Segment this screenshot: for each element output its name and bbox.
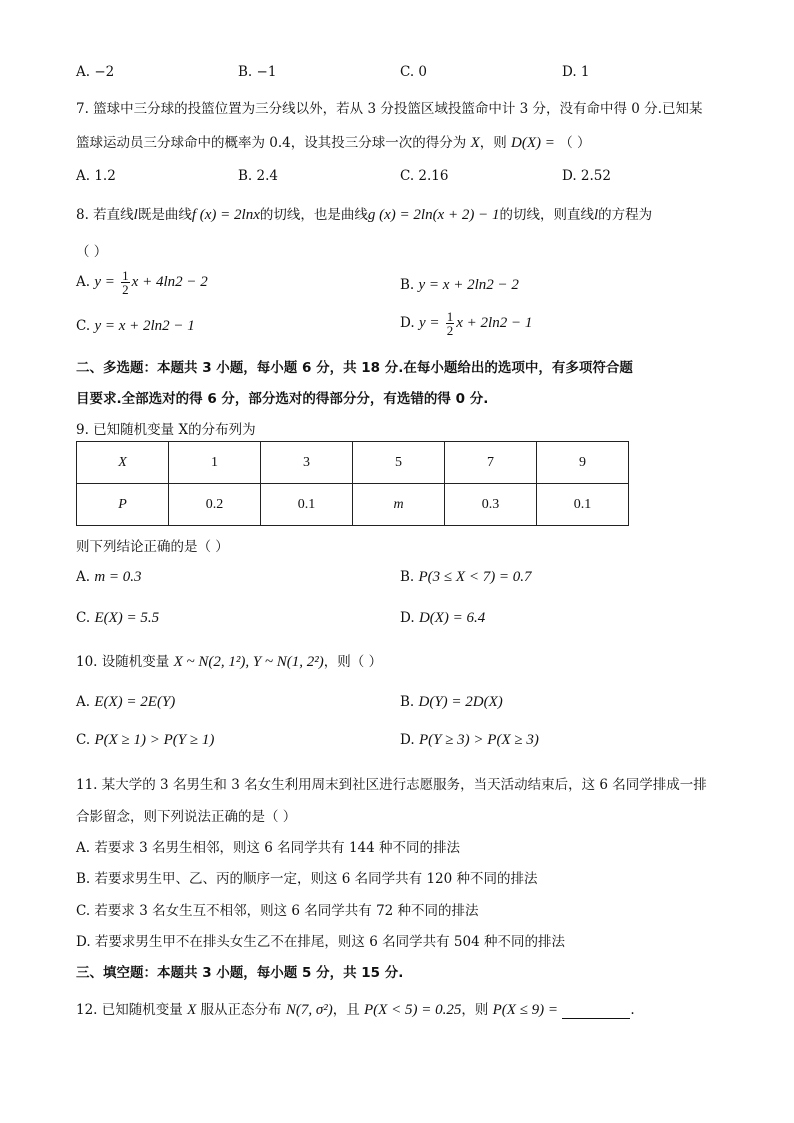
q11-option-a: A. 若要求 3 名男生相邻，则这 6 名同学共有 144 种不同的排法 (76, 840, 461, 856)
q8-option-c-expr: y = x + 2ln2 − 1 (94, 318, 195, 334)
q7-text: 篮球运动员三分球命中的概率为 0.4，设其投三分球一次的得分为 (76, 135, 467, 151)
q8-option-b-expr: y = x + 2ln2 − 2 (418, 277, 519, 293)
q9-option-a-expr: m = 0.3 (94, 569, 142, 585)
q8-option-d-label: D. (400, 315, 415, 331)
table-cell: 0.2 (169, 484, 261, 526)
q10-option-d-expr: P(Y ≥ 3) > P(X ≥ 3) (418, 732, 539, 748)
q7-stem-line1: 7. 篮球中三分球的投篮位置为三分线以外，若从 3 分投篮区域投篮命中计 3 分，没有命中得 0 分.已知某 (76, 101, 703, 117)
q10-option-d-label: D. (400, 732, 415, 748)
q8-option-a-rest: x + 4ln2 − 2 (131, 274, 208, 290)
q8-f-x: x (253, 207, 260, 223)
table-row (77, 442, 629, 484)
q8-text: 8. 若直线 (76, 207, 134, 223)
section2-heading-line1: 二、多选题：本题共 3 小题，每小题 6 分，共 18 分.在每小题给出的选项中，有多项符合题 (76, 360, 633, 376)
answer-blank[interactable] (562, 1004, 630, 1019)
q8-text: 的切线，也是曲线 (259, 207, 368, 223)
q8-f-expr: f (x) = 2ln (191, 207, 254, 223)
q12-stem (76, 998, 635, 1019)
table-cell: 0.1 (261, 484, 353, 526)
q8-option-d-y: y = (418, 315, 440, 331)
q11-stem-line1: 11. 某大学的 3 名男生和 3 名女生利用周末到社区进行志愿服务，当天活动结束后，这 6 名同学排成一排 (76, 777, 707, 793)
q10-stem (76, 650, 382, 671)
q11-option-c: C. 若要求 3 名女生互不相邻，则这 6 名同学共有 72 种不同的排法 (76, 903, 479, 919)
q12-text: 12. 已知随机变量 (76, 1002, 183, 1018)
q8-option-d (400, 310, 532, 337)
q7-option-d: D. 2.52 (562, 168, 611, 184)
q8-stem-line1 (76, 203, 652, 224)
q10-text: ，则（ ） (323, 654, 383, 670)
table-cell: 0.1 (537, 484, 629, 526)
q10-option-c (76, 732, 214, 749)
q11-option-b: B. 若要求男生甲、乙、丙的顺序一定，则这 6 名同学共有 120 种不同的排法 (76, 871, 538, 887)
q6-option-a: A. −2 (76, 64, 115, 80)
q12-text: 服从正态分布 (200, 1002, 282, 1018)
q9-question: 则下列结论正确的是（ ） (76, 539, 229, 555)
q8-var-l2: l (593, 207, 599, 223)
q8-option-c (76, 318, 195, 335)
q8-text: 既是曲线 (137, 207, 192, 223)
q10-option-c-expr: P(X ≥ 1) > P(Y ≥ 1) (94, 732, 215, 748)
q7-stem-line2 (76, 131, 590, 152)
table-cell: X (77, 442, 169, 484)
q8-option-a-fraction (121, 269, 130, 296)
q10-option-a (76, 694, 175, 711)
q10-option-b (400, 694, 503, 711)
table-cell: 0.3 (445, 484, 537, 526)
q9-option-c (76, 610, 159, 627)
q6-option-c: C. 0 (400, 64, 428, 80)
q10-option-d (400, 732, 539, 749)
q9-option-b (400, 569, 532, 586)
q8-text: 的切线，则直线 (499, 207, 594, 223)
fraction-numerator: 1 (446, 309, 454, 324)
q8-option-b-label: B. (400, 277, 415, 293)
q7-var: X (470, 135, 480, 151)
section3-heading: 三、填空题：本题共 3 小题，每小题 5 分，共 15 分. (76, 965, 404, 981)
q8-option-a (76, 269, 208, 296)
q9-option-a (76, 569, 142, 586)
q11-option-d: D. 若要求男生甲不在排头女生乙不在排尾，则这 6 名同学共有 504 种不同的排法 (76, 934, 565, 950)
q9-option-c-expr: E(X) = 5.5 (94, 610, 160, 626)
q8-option-d-rest: x + 2ln2 − 1 (456, 315, 533, 331)
table-cell: m (353, 484, 445, 526)
section2-heading-line2: 目要求.全部选对的得 6 分，部分选对的得部分分，有选错的得 0 分. (76, 391, 489, 407)
q8-text: 的方程为 (598, 207, 653, 223)
q9-option-c-label: C. (76, 610, 91, 626)
q7-answer-paren: （ ） (559, 135, 591, 151)
table-cell: P (77, 484, 169, 526)
q8-option-d-fraction (446, 310, 455, 337)
q8-option-b (400, 277, 519, 294)
q12-text: ，且 (332, 1002, 360, 1018)
q8-var-l: l (133, 207, 138, 223)
q10-option-b-label: B. (400, 694, 415, 710)
q12-end: . (630, 1002, 635, 1018)
q8-option-a-y: y = (94, 274, 115, 290)
q8-g-expr: g (x) = 2ln(x + 2) − 1 (367, 207, 500, 223)
q10-option-c-label: C. (76, 732, 91, 748)
fraction-numerator: 1 (122, 268, 129, 283)
q12-var: X (187, 1002, 197, 1018)
q10-text: 10. 设随机变量 (76, 654, 170, 670)
q9-stem: 9. 已知随机变量 X的分布列为 (76, 422, 256, 438)
q10-option-a-expr: E(X) = 2E(Y) (94, 694, 176, 710)
q9-option-b-label: B. (400, 569, 415, 585)
q7-option-b: B. 2.4 (238, 168, 278, 184)
q9-option-d-expr: D(X) = 6.4 (418, 610, 486, 626)
table-cell: 7 (445, 442, 537, 484)
q12-dist: N(7, σ²) (285, 1002, 333, 1018)
q9-distribution-table (76, 441, 629, 526)
q6-option-b: B. −1 (238, 64, 277, 80)
table-row (77, 484, 629, 526)
q7-option-a: A. 1.2 (76, 168, 116, 184)
q10-option-a-label: A. (76, 694, 91, 710)
q12-cond: P(X < 5) = 0.25 (364, 1002, 462, 1018)
table-cell: 9 (537, 442, 629, 484)
q10-expr: X ~ N(2, 1²), Y ~ N(1, 2²) (173, 654, 324, 670)
q9-option-d-label: D. (400, 610, 415, 626)
q10-option-b-expr: D(Y) = 2D(X) (418, 694, 503, 710)
q12-text: ，则 (461, 1002, 489, 1018)
table-cell: 1 (169, 442, 261, 484)
q9-option-b-expr: P(3 ≤ X < 7) = 0.7 (418, 569, 532, 585)
q7-expr: D(X) = (511, 135, 555, 151)
q12-ask: P(X ≤ 9) = (492, 1002, 559, 1018)
q8-option-c-label: C. (76, 318, 91, 334)
q11-stem-line2: 合影留念，则下列说法正确的是（ ） (76, 809, 297, 825)
q6-option-d: D. 1 (562, 64, 590, 80)
q9-option-d (400, 610, 485, 627)
table-cell: 3 (261, 442, 353, 484)
table-cell: 5 (353, 442, 445, 484)
q7-option-c: C. 2.16 (400, 168, 449, 184)
fraction-denominator: 2 (122, 282, 129, 297)
q8-answer-paren: （ ） (76, 244, 108, 260)
q9-option-a-label: A. (76, 569, 91, 585)
fraction-denominator: 2 (446, 323, 454, 338)
q8-option-a-label: A. (76, 274, 91, 290)
q7-text: ，则 (479, 135, 507, 151)
